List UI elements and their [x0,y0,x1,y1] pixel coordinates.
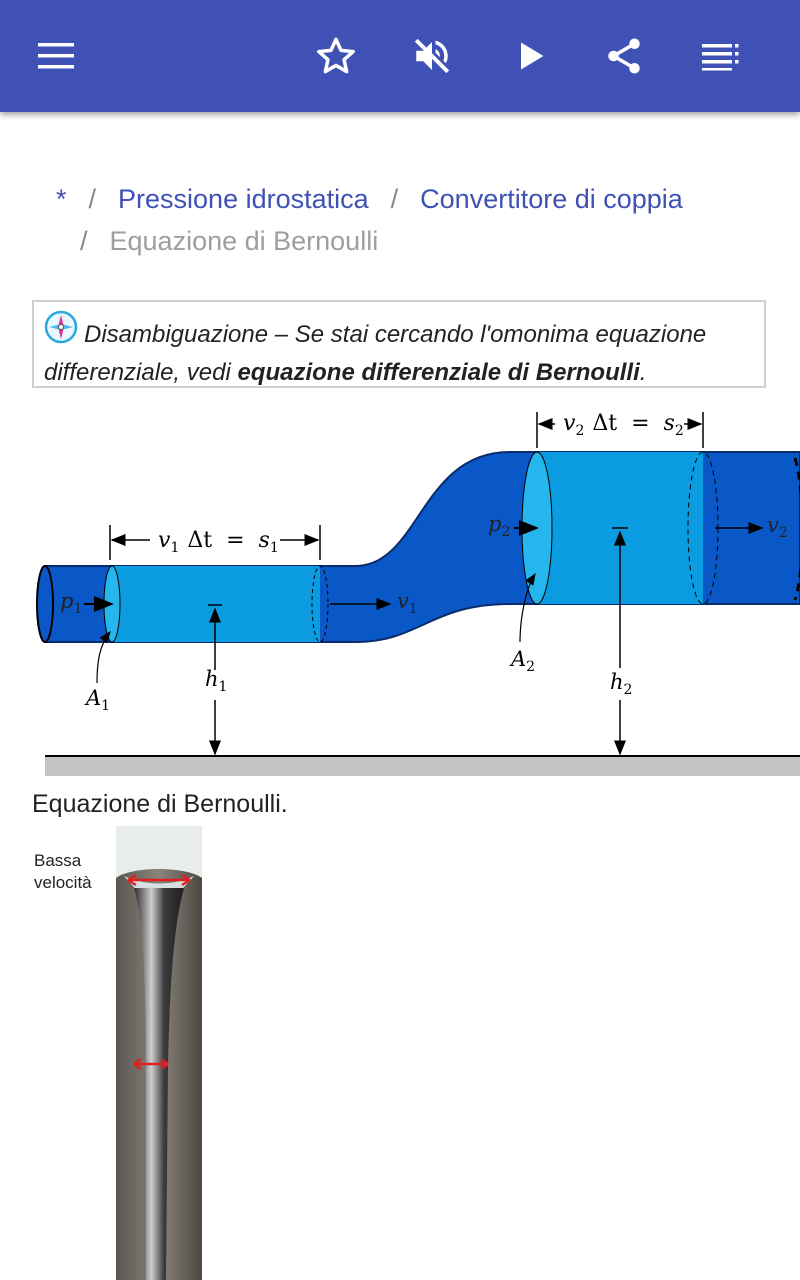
app-bar [0,0,800,112]
label-h2: $h_2$ [610,670,633,698]
stream-image [116,826,202,1280]
water-stream-photo[interactable] [32,826,202,1280]
favorite-button[interactable] [312,32,360,80]
mute-button[interactable] [408,32,456,80]
breadcrumb-item-convertitore[interactable]: Convertitore di coppia [420,184,683,214]
play-icon [512,38,548,74]
breadcrumb-separator: / [80,226,88,256]
breadcrumb-current: Equazione di Bernoulli [109,226,379,256]
breadcrumb-separator: / [88,184,97,214]
label-A1: $A_1$ [86,686,111,714]
bernoulli-diagram[interactable] [0,400,800,780]
star-icon [315,35,357,77]
label-v1dt: $v_1$ $\Delta t = s_1$ [158,528,279,556]
notice-suffix: . [639,359,647,386]
breadcrumb-item-pressione[interactable]: Pressione idrostatica [118,184,369,214]
label-v1: $v_1$ [397,589,418,617]
label-v2: $v_2$ [767,513,788,541]
label-h1: $h_1$ [205,667,228,695]
figure-caption: Equazione di Bernoulli. [32,790,288,818]
compass-icon [44,310,78,344]
list-icon [700,41,740,71]
notice-text: Disambiguazione – Se stai cercando l'omonima equazione differenziale, vedi [44,321,707,386]
label-A2: $A_2$ [511,647,536,675]
breadcrumb [56,178,756,262]
share-icon [603,35,645,77]
play-button[interactable] [506,32,554,80]
disambiguation-notice [32,300,766,388]
breadcrumb-root[interactable]: * [56,184,67,214]
menu-icon [36,41,76,71]
share-button[interactable] [600,32,648,80]
label-v2dt: $v_2$ $\Delta t = s_2$ [563,411,684,439]
menu-button[interactable] [32,32,80,80]
volume-off-icon [411,35,453,77]
notice-link[interactable]: equazione differenziale di Bernoulli [237,359,640,386]
breadcrumb-separator: / [390,184,399,214]
label-p1: $p_1$ [60,589,83,617]
contents-button[interactable] [696,32,744,80]
label-p2: $p_2$ [488,512,511,540]
photo-label: Bassa velocità [34,851,92,892]
